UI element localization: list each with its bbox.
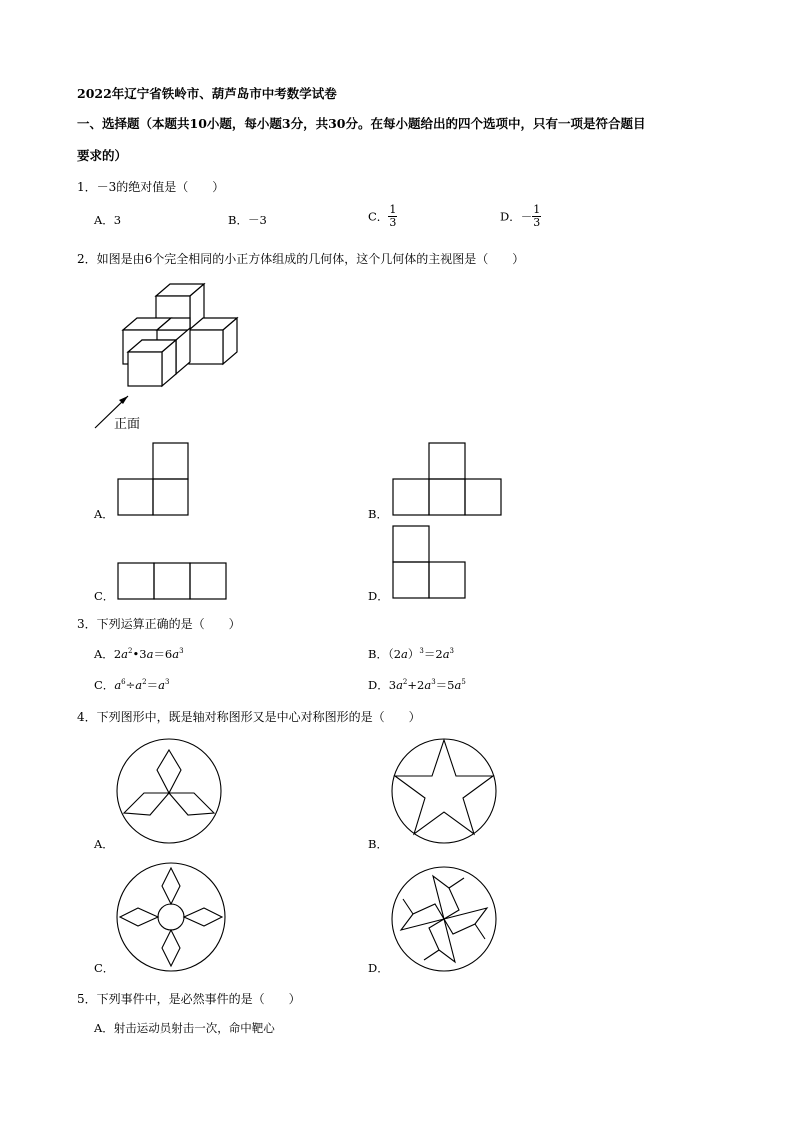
q4-option-c: C． [94,961,115,975]
q3-option-d-label: D． [368,678,389,692]
q1-option-d [500,204,541,229]
q2-option-b: B． [368,507,388,521]
q1-option-c [368,204,397,229]
q3-option-b: B．$(2a)^3=2a^3$ [368,647,455,661]
q1-stem: 1．－3的绝对值是（ ） [77,180,225,194]
q1-d-sign: － [520,209,533,224]
exam-title: 2022年辽宁省铁岭市、葫芦岛市中考数学试卷 [77,86,337,101]
q1-option-c-fraction [388,204,397,229]
q1-d-numerator: 1 [533,203,541,216]
q4-option-d: D． [368,961,389,975]
q5-option-a: A．射击运动员射击一次，命中靶心 [94,1021,275,1035]
q4-option-d-figure [391,866,497,972]
q2-option-d: D． [368,589,389,603]
q1-c-denominator: 3 [389,216,397,229]
q3-option-a-label: A． [94,647,114,661]
q3-option-d: D．$3a^2+2a^3=5a^5$ [368,678,466,692]
q1-option-d-fraction [532,204,541,229]
q3-option-c: C．$a^6\div a^2=a^3$ [94,678,170,692]
q2-option-b-figure [392,442,504,517]
q2-option-c-figure [117,562,229,602]
q1-option-c-label: C． [368,209,389,224]
q4-option-b: B． [368,837,388,851]
q4-stem: 4．下列图形中，既是轴对称图形又是中心对称图形的是（ ） [77,710,421,724]
q4-option-a: A． [94,837,114,851]
q3-option-a: A．$2a^2•3a=6a^3$ [94,647,184,661]
q1-option-b: B．－3 [228,213,267,227]
q3-option-c-label: C． [94,678,115,692]
q2-option-a: A． [94,507,114,521]
q4-option-a-figure [116,738,222,844]
q1-d-denominator: 3 [533,216,541,229]
q3-option-b-label: B． [368,647,388,661]
q5-stem: 5．下列事件中，是必然事件的是（ ） [77,992,301,1006]
q2-option-d-figure [392,525,468,601]
q3-stem: 3．下列运算正确的是（ ） [77,617,241,631]
section-header-line2: 要求的） [77,148,128,163]
q2-option-c: C． [94,589,115,603]
q4-option-b-figure [391,738,497,844]
q2-option-a-figure [117,442,192,517]
q1-option-d-label: D． [500,209,521,224]
q4-option-c-figure [116,862,226,972]
q1-c-numerator: 1 [389,203,397,216]
q1-option-a: A．3 [94,213,122,227]
section-header-line1: 一、选择题（本题共10小题，每小题3分，共30分。在每小题给出的四个选项中，只有一项是符合题目 [77,116,646,131]
q2-front-label: 正面 [114,417,141,432]
q2-stem: 2．如图是由6个完全相同的小正方体组成的几何体，这个几何体的主视图是（ ） [77,252,525,266]
